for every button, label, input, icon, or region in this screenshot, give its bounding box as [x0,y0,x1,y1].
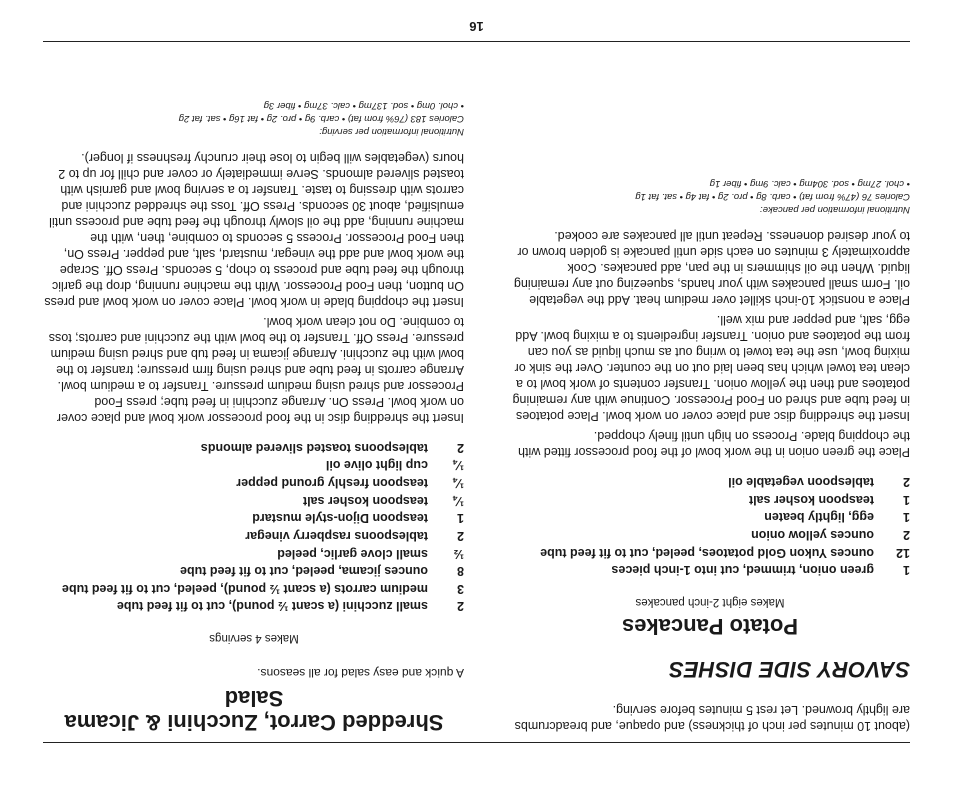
ingredient-row: 1 green onion, trimmed, cut into 1-inch pieces [611,563,910,578]
right-column [44,98,464,734]
ingredient-row: 3 medium carrots (a scant ½ pound), peeled, cut to fit feed tube [61,581,464,596]
recipe-step: Insert the shredding disc and place cover on work bowl. Place potatoes in feed tube and shred on Food Processor. Continue with any remaining potatoes and then the yellow onion. Transfer contents of work bowl to a clean tea towel which has been laid out on the counter. Over the sink or mixing bowl, use the tea towel to wring out as much liquid as you can from the potatoes and onion. Transfer ingredients to a mixing bowl. Add egg, salt, and pepper and mix well. [512,313,910,424]
ingredient-row: 2 tablespoons raspberry vinegar [245,529,464,543]
continuation-text: (about 10 minutes per inch of thickness) and opaque, and breadcrumbs are lightly browned. Let rest 5 minutes before serving. [514,703,910,733]
page-number: 16 [469,19,484,34]
recipe-step: Insert the shredding disc in the food processor work bowl and place cover on work bowl. Press On. Arrange zucchini in feed tube; press Food Processor and shred using medium pressure. Transfer to a medium bowl. Arrange carrots in feed tube and shred using firm pressure; transfer to the bowl with the zucchini. Arrange jicama in feed tub and shred using medium pressure. Press Off. Transfer to the bowl with the zucchini and carrots; toss to combine. Do not clean work bowl. [48,315,464,426]
ingredient-list [510,473,910,579]
nutrition-line: Calories 183 (76% from fat) • carb. 9g • pro. 2g • fat 16g • sat. fat 2g [178,112,464,124]
recipe-intro: A quick and easy salad for all seasons. [257,666,464,681]
recipe-step: Insert the chopping blade in work bowl. Place cover on work bowl and press On button, then Food Processor. With the machine running, drop the garlic through the feed tube and process to chop, 5 seconds. Press Off. Scrape the work bowl and add the vinegar, mustard, salt, and pepper. Press On, then Food Processor. Process 5 seconds to combine, then, with the machine running, add the oil slowly through the feed tube and process until emulsified, about 30 seconds. Press Off. Toss the shredded zucchini and carrots with dressing to taste. Transfer to a serving bowl and garnish with toasted slivered almonds. Serve immediately or cover and chill for up to 2 hours (vegetables will begin to lose their crunchy freshness if longer). [44,151,464,310]
ingredient-row: 1 egg, lightly beaten [764,510,910,525]
section-title: SAVORY SIDE DISHES [668,657,910,682]
ingredient-row: ¼ cup light olive oil [325,458,464,473]
nutrition-line: Calories 76 (47% from fat) • carb. 8g • pro. 2g • fat 4g • sat. fat 1g [635,191,910,203]
left-column [510,177,910,734]
ingredient-row: ¼ teaspoon freshly ground pepper [236,476,464,491]
ingredient-row: 2 tablespoons toasted slivered almonds [200,440,464,455]
nutrition-info [510,177,910,217]
nutrition-line: • chol. 0mg • sod. 137mg • calc. 37mg • fiber 3g [263,99,464,111]
ingredient-row: 2 ounces yellow onion [751,528,910,542]
recipe-step: Place the green onion in the work bowl of the food processor fitted with the chopping blade. Process on high until finely chopped. [518,429,910,460]
ingredient-row: ¼ teaspoon kosher salt [302,493,464,508]
recipe-title-potato-pancakes: Potato Pancakes [621,614,799,639]
ingredient-row: 12 ounces Yukon Gold potatoes, peeled, cut to fit feed tube [540,545,910,560]
ingredient-row: 2 small zucchini (a scant ½ pound), cut to fit feed tube [116,599,464,614]
nutrition-label: Nutritional information per pancake: [760,204,910,216]
recipe-title-carrot-salad: Shredded Carrot, Zucchini & Jicama Salad [64,686,444,735]
top-rule [43,742,910,743]
ingredient-row: 1 teaspoon kosher salt [748,492,910,507]
nutrition-info [44,98,464,138]
recipe-step: Place a nonstick 10-inch skillet over medium heat. Add the vegetable oil. Form small pancakes with your hands, squeezing out any remaining liquid. When the oil shimmers in the pan, add pancakes. Cook approximately 3 minutes on each side until pancake is golden brown or to your desired doneness. Repeat until all pancakes are cooked. [513,229,910,308]
ingredient-list [44,438,464,614]
nutrition-label: Nutritional information per serving: [319,126,464,138]
ingredient-row: 8 ounces jicama, peeled, cut to fit feed tube [180,564,464,579]
nutrition-line: • chol. 27mg • sod. 304mg • calc. 9mg • fiber 1g [709,177,910,189]
ingredient-row: 1 teaspoon Dijon-style mustard [252,511,464,526]
recipe-yield: Makes eight 2-inch pancakes [635,596,785,609]
ingredient-row: 2 tablespoon vegetable oil [728,475,910,490]
bottom-rule [43,41,910,42]
ingredient-row: ½ small clove garlic, peeled [277,546,464,561]
recipe-yield: Makes 4 servings [209,632,299,645]
